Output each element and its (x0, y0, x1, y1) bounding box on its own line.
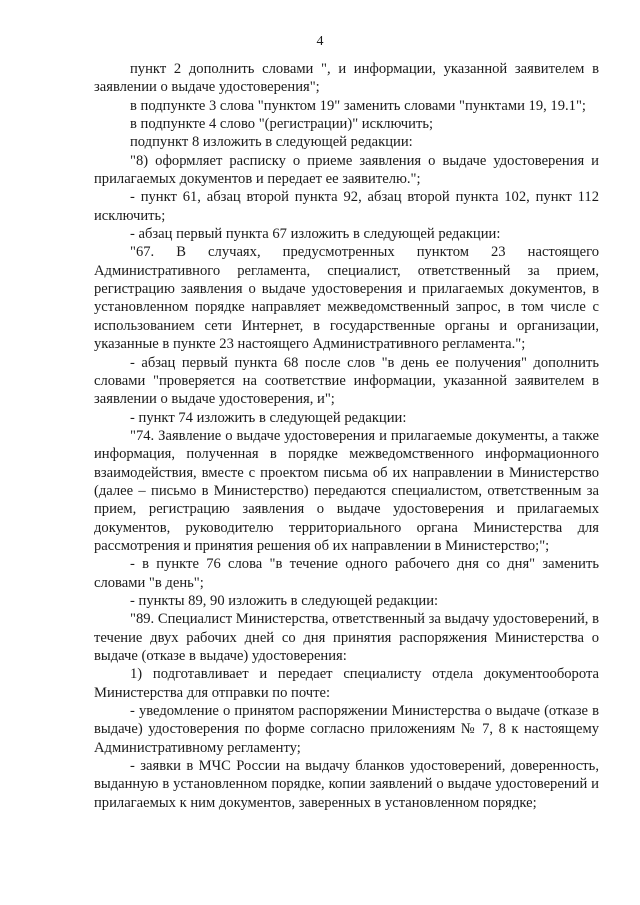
document-body (94, 60, 599, 812)
paragraph: подпункт 8 изложить в следующей редакции: (130, 134, 413, 151)
paragraph: - абзац первый пункта 68 после слов "в день ее получения" дополнить словами "проверяется на соответствие информации, указанной заявителем в заявлении о выдаче удостоверения, и"; (94, 354, 599, 408)
paragraph: - пункт 74 изложить в следующей редакции: (130, 409, 407, 426)
paragraph: - уведомление о принятом распоряжении Министерства о выдаче (отказе в выдаче) удостоверения по форме согласно приложениям № 7, 8 к настоящему Административному регламенту; (94, 703, 599, 756)
paragraph: "8) оформляет расписку о приеме заявления о выдаче удостоверения и прилагаемых документов и передает ее заявителю."; (94, 152, 599, 188)
paragraph: "74. Заявление о выдаче удостоверения и прилагаемые документы, а также информация, полученная в порядке межведомственного информационного взаимодействия, вместе с проектом письма об их направлении в Министерство (далее – письмо в Министерство) передаются специалистом, ответственным за прием, регистрацию заявления о выдаче удостоверения и прилагаемых документов, руководителю территориального органа Министерства для рассмотрения и принятия решения об их направлении в Министерство;"; (94, 427, 599, 554)
paragraph: 1) подготавливает и передает специалисту отдела документооборота Министерства для отправки по почте: (94, 666, 599, 701)
paragraph: - в пункте 76 слова "в течение одного рабочего дня со дня" заменить словами "в день"; (94, 556, 599, 591)
paragraph: в подпункте 3 слова "пунктом 19" заменить словами "пунктами 19, 19.1"; (130, 97, 586, 114)
paragraph: - пункт 61, абзац второй пункта 92, абзац второй пункта 102, пункт 112 исключить; (94, 189, 599, 224)
paragraph: в подпункте 4 слово "(регистрации)" исключить; (130, 116, 434, 133)
paragraph: - пункты 89, 90 изложить в следующей редакции: (130, 592, 439, 609)
paragraph: - заявки в МЧС России на выдачу бланков удостоверений, доверенность, выданную в установленном порядке, копии заявлений о выдаче удостоверений и прилагаемых к ним документов, заверенных в установленном порядке; (94, 758, 599, 811)
paragraph: - абзац первый пункта 67 изложить в следующей редакции: (130, 226, 501, 243)
paragraph: пункт 2 дополнить словами ", и информации, указанной заявителем в заявлении о выдаче удостоверения"; (94, 61, 599, 96)
page-number: 4 (316, 34, 324, 49)
paragraph: "67. В случаях, предусмотренных пунктом 23 настоящего Административного регламента, специалист, ответственный за прием, регистрацию заявления о выдаче удостоверения и прилагаемых документов, в установленном порядке направляет межведомственный запрос, в том числе с использованием сети Интернет, в государственные органы и организации, указанные в пункте 23 настоящего Административного регламента."; (94, 244, 599, 353)
paragraph: "89. Специалист Министерства, ответственный за выдачу удостоверений, в течение двух рабочих дней со дня принятия распоряжения Министерства о выдаче (отказе в выдаче) удостоверения: (94, 611, 599, 664)
